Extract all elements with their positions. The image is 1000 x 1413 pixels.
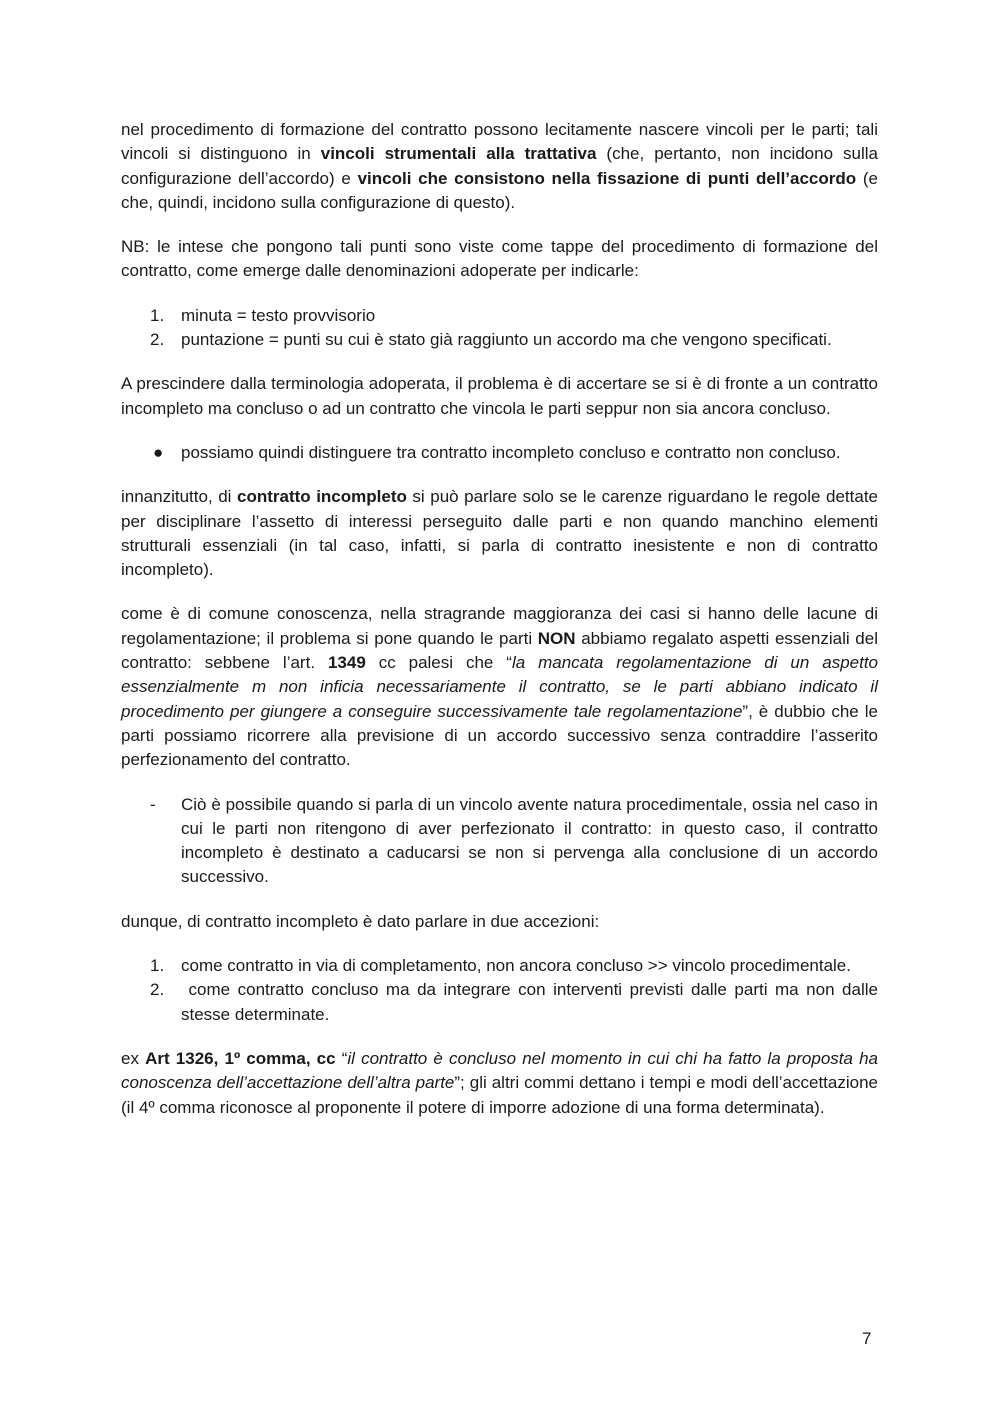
dash-marker: - [150, 794, 156, 814]
list-item-text: Ciò è possibile quando si parla di un vincolo avente natura procedimentale, ossia nel caso in cui le parti non ritengono di aver perfezionato il contratto: in questo caso, il contratto incompleto è destinato a caducarsi se non si pervenga alla conclusione di un accordo successivo. [181, 794, 878, 887]
bold-term: Art 1326, 1º comma, cc [145, 1048, 336, 1068]
text-run: nel procedimento di formazione del contratto possono lecitamente nascere vincoli per le parti; tali vincoli si distinguono in [121, 120, 878, 164]
list-item [121, 954, 878, 978]
paragraph-nb: NB: le intese che pongono tali punti sono viste come tappe del procedimento di formazione del contratto, come emerge dalle denominazioni adoperate per indicarle: [121, 237, 878, 281]
list-item-text: possiamo quindi distinguere tra contratto incompleto concluso e contratto non concluso. [181, 442, 841, 462]
bullet-list [121, 441, 878, 465]
numbered-list-accezioni [121, 954, 883, 1027]
document-page [121, 118, 883, 1140]
list-item [121, 793, 878, 890]
list-item [121, 304, 878, 328]
text-run: innanzitutto, di [121, 487, 237, 507]
text-run: ”, è dubbio che le parti possiamo ricorrere alla previsione di un accordo successivo senza contraddire l’asserito perfezionamento del contratto. [121, 701, 878, 770]
list-marker: 1. [150, 956, 165, 976]
text-run: abbiamo regalato aspetti essenziali del contratto: sebbene l’art. [121, 628, 878, 673]
italic-quote: la mancata regolamentazione di un aspetto essenzialmente m non inficia necessariamente il contratto, se le parti abbiano indicato il procedimento per giungere a conseguire successivamente tale regolamentazione [121, 653, 879, 721]
numbered-list-intese [121, 304, 878, 353]
text-run: ”; gli altri commi dettano i tempi e modi dell’accettazione (il 4º comma riconosce al proponente il potere di imporre adozione di una forma determinata). [121, 1073, 878, 1117]
bold-term: vincoli che consistono nella fissazione di punti dell’accordo [357, 168, 857, 188]
text-run: ex [121, 1048, 146, 1068]
text-run: cc palesi che “ [365, 653, 512, 673]
paragraph-art-1326 [121, 1047, 878, 1120]
text-run: (che, pertanto, non incidono sulla configurazione dell’accordo) e [121, 144, 879, 188]
list-item-text: come contratto in via di completamento, non ancora concluso >> vincolo procedimentale. [181, 956, 851, 976]
bullet-marker: ● [153, 442, 164, 462]
bold-term: vincoli strumentali alla trattativa [320, 144, 597, 164]
list-item-text: puntazione = punti su cui è stato già raggiunto un accordo ma che vengono specificati. [181, 330, 832, 350]
paragraph-terminologia: A prescindere dalla terminologia adoperata, il problema è di accertare se si è di fronte a un contratto incompleto ma concluso o ad un contratto che vincola le parti seppur non sia ancora concluso. [121, 374, 878, 418]
list-item-text: minuta = testo provvisorio [181, 305, 376, 325]
list-marker: 1. [150, 305, 165, 325]
bold-term: NON [537, 628, 576, 648]
text-run: (e che, quindi, incidono sulla configurazione di questo). [121, 168, 878, 212]
italic-quote: il contratto è concluso nel momento in cui chi ha fatto la proposta ha conoscenza dell’accettazione dell’altra parte [121, 1048, 879, 1093]
bold-term: 1349 [327, 653, 366, 673]
list-item-text: come contratto concluso ma da integrare con interventi previsti dalle parti ma non dalle stesse determinate. [181, 980, 883, 1024]
text-run: “ [335, 1048, 348, 1068]
paragraph-accezioni: dunque, di contratto incompleto è dato parlare in due accezioni: [121, 911, 600, 931]
page-number: 7 [862, 1329, 872, 1348]
list-item [121, 978, 883, 1027]
list-item [121, 328, 878, 352]
list-marker: 2. [150, 980, 165, 1000]
dash-list [121, 793, 878, 890]
text-run: come è di comune conoscenza, nella stragrande maggioranza dei casi si hanno delle lacune di regolamentazione; il problema si pone quando le parti [121, 604, 878, 648]
paragraph-art-1349 [121, 602, 878, 772]
bold-term: contratto incompleto [237, 487, 407, 507]
paragraph-vincoli [121, 118, 878, 215]
list-item [121, 441, 878, 465]
paragraph-contratto-incompleto [121, 485, 878, 582]
list-marker: 2. [150, 330, 165, 350]
text-run: si può parlare solo se le carenze riguardano le regole dettate per disciplinare l’assetto di interessi perseguito dalle parti e non quando manchino elementi strutturali essenziali (in tal caso, infatti, si parla di contratto inesistente e non di contratto incompleto). [121, 487, 878, 580]
